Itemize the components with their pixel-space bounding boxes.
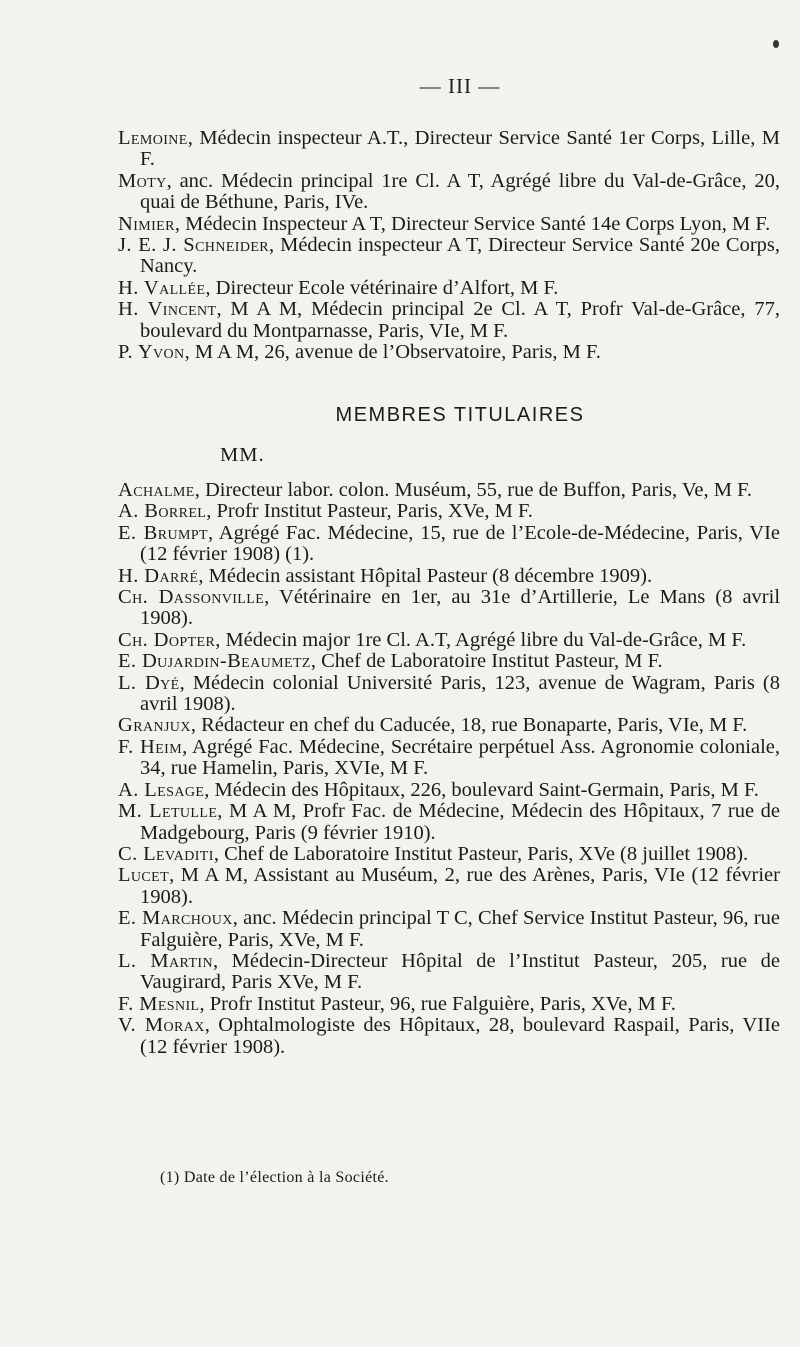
member-details: , Profr Institut Pasteur, Paris, XVe, M F.: [206, 500, 533, 523]
member-entry: [118, 587, 780, 630]
member-details: , Directeur labor. colon. Muséum, 55, rue de Buffon, Paris, Ve, M F.: [194, 479, 753, 501]
member-name: Achalme: [118, 479, 195, 501]
member-name: E. Dujardin-Beaumetz: [118, 650, 311, 673]
member-name: Lemoine: [118, 127, 188, 149]
member-entry: [118, 501, 780, 522]
member-details: , M A M, Profr Fac. de Médecine, Médecin des Hôpitaux, 7 rue de Madgebourg, Paris (9 février 1910).: [140, 800, 780, 844]
member-name: A. Borrel: [118, 500, 207, 523]
member-name: F. Heim: [118, 735, 183, 758]
member-name: H. Vallée: [118, 276, 206, 299]
member-details: , Médecin Inspecteur A T, Directeur Service Santé 14e Corps Lyon, M F.: [174, 212, 771, 235]
member-entry: [118, 651, 780, 672]
member-details: , anc. Médecin principal 1re Cl. A T, Agrégé libre du Val-de-Grâce, 20, quai de Béthune, Paris, IVe.: [140, 169, 780, 214]
member-entry: [118, 865, 780, 908]
mm-label: MM.: [220, 444, 265, 466]
member-details: , Vétérinaire en 1er, au 31e d’Artillerie, Le Mans (8 avril 1908).: [140, 586, 781, 630]
member-name: Ch. Dopter: [118, 628, 216, 651]
titular-members-list: [118, 480, 780, 1058]
member-entry: [118, 951, 780, 994]
member-name: C. Levaditi: [118, 842, 214, 865]
member-entry: [118, 523, 780, 566]
member-entry: [118, 780, 780, 801]
member-entry: [118, 299, 780, 342]
member-name: Nimier: [118, 212, 175, 235]
member-name: Lucet: [118, 864, 170, 887]
page-number: — III —: [419, 74, 501, 98]
member-name: M. Letulle: [118, 800, 218, 823]
member-name: E. Brumpt: [118, 521, 208, 544]
member-name: Ch. Dassonville: [118, 586, 265, 609]
member-entry: [118, 801, 780, 844]
member-details: , Médecin inspecteur A.T., Directeur Service Santé 1er Corps, Lille, M F.: [140, 127, 780, 171]
member-entry: [118, 235, 780, 278]
member-entry: [118, 737, 780, 780]
member-details: , Médecin colonial Université Paris, 123, avenue de Wagram, Paris (8 avril 1908).: [140, 671, 780, 716]
member-name: F. Mesnil: [118, 992, 200, 1015]
member-name: L. Dyé: [118, 671, 180, 694]
member-details: , anc. Médecin principal T C, Chef Service Institut Pasteur, 96, rue Falguière, Paris, XVe, M F.: [140, 907, 780, 951]
member-details: , Directeur Ecole vétérinaire d’Alfort, M F.: [205, 276, 559, 299]
member-entry: [118, 171, 780, 214]
member-name: Moty: [118, 169, 167, 192]
member-name: E. Marchoux: [118, 907, 233, 930]
member-name: L. Martin: [118, 949, 213, 972]
honorary-members-list: [118, 128, 780, 363]
member-entry: [118, 480, 780, 501]
member-details: , Ophtalmologiste des Hôpitaux, 28, boulevard Raspail, Paris, VIIe (12 février 1908).: [140, 1014, 780, 1058]
member-details: , M A M, 26, avenue de l’Observatoire, Paris, M F.: [184, 341, 601, 364]
member-entry: [118, 673, 780, 716]
member-details: , Chef de Laboratoire Institut Pasteur, Paris, XVe (8 juillet 1908).: [213, 842, 749, 865]
member-entry: [118, 214, 780, 235]
member-entry: [118, 994, 780, 1015]
member-entry: [118, 844, 780, 865]
member-details: , Médecin inspecteur A T, Directeur Service Santé 20e Corps, Nancy.: [140, 234, 780, 278]
member-entry: [118, 342, 780, 363]
section-title: MEMBRES TITULAIRES: [335, 404, 585, 426]
member-name: P. Yvon: [118, 341, 185, 364]
member-details: , M A M, Médecin principal 2e Cl. A T, Profr Val-de-Grâce, 77, boulevard du Montparnasse, Paris, VIe, M F.: [140, 298, 780, 342]
footnote: (1) Date de l’élection à la Société.: [160, 1169, 389, 1186]
member-details: , Médecin assistant Hôpital Pasteur (8 décembre 1909).: [198, 564, 653, 587]
member-name: Granjux: [118, 714, 191, 737]
member-name: V. Morax: [118, 1014, 205, 1037]
member-entry: [118, 128, 780, 171]
member-entry: [118, 566, 780, 587]
member-entry: [118, 630, 780, 651]
member-details: , Profr Institut Pasteur, 96, rue Falguière, Paris, XVe, M F.: [199, 992, 676, 1015]
member-details: , Médecin major 1re Cl. A.T, Agrégé libre du Val-de-Grâce, M F.: [215, 628, 747, 651]
member-name: H. Darré: [118, 564, 199, 587]
member-details: , Agrégé Fac. Médecine, Secrétaire perpétuel Ass. Agronomie coloniale, 34, rue Hamelin, Paris, XVIe, M F.: [140, 735, 780, 780]
member-name: J. E. J. Schneider: [118, 234, 270, 257]
member-entry: [118, 908, 780, 951]
member-entry: [118, 278, 780, 299]
member-details: , Agrégé Fac. Médecine, 15, rue de l’Ecole-de-Médecine, Paris, VIe (12 février 1908) (1).: [140, 521, 780, 566]
member-details: , Chef de Laboratoire Institut Pasteur, M F.: [310, 650, 663, 673]
member-details: , Médecin-Directeur Hôpital de l’Institut Pasteur, 205, rue de Vaugirard, Paris XVe, M F.: [140, 949, 780, 994]
member-name: H. Vincent: [118, 298, 217, 321]
member-details: , Rédacteur en chef du Caducée, 18, rue Bonaparte, Paris, VIe, M F.: [190, 714, 748, 737]
member-entry: [118, 1015, 780, 1058]
member-details: , M A M, Assistant au Muséum, 2, rue des Arènes, Paris, VIe (12 février 1908).: [140, 864, 780, 908]
ink-speck: [773, 40, 779, 48]
member-entry: [118, 715, 780, 736]
member-details: , Médecin des Hôpitaux, 226, boulevard Saint-Germain, Paris, M F.: [204, 778, 759, 801]
member-name: A. Lesage: [118, 778, 205, 801]
